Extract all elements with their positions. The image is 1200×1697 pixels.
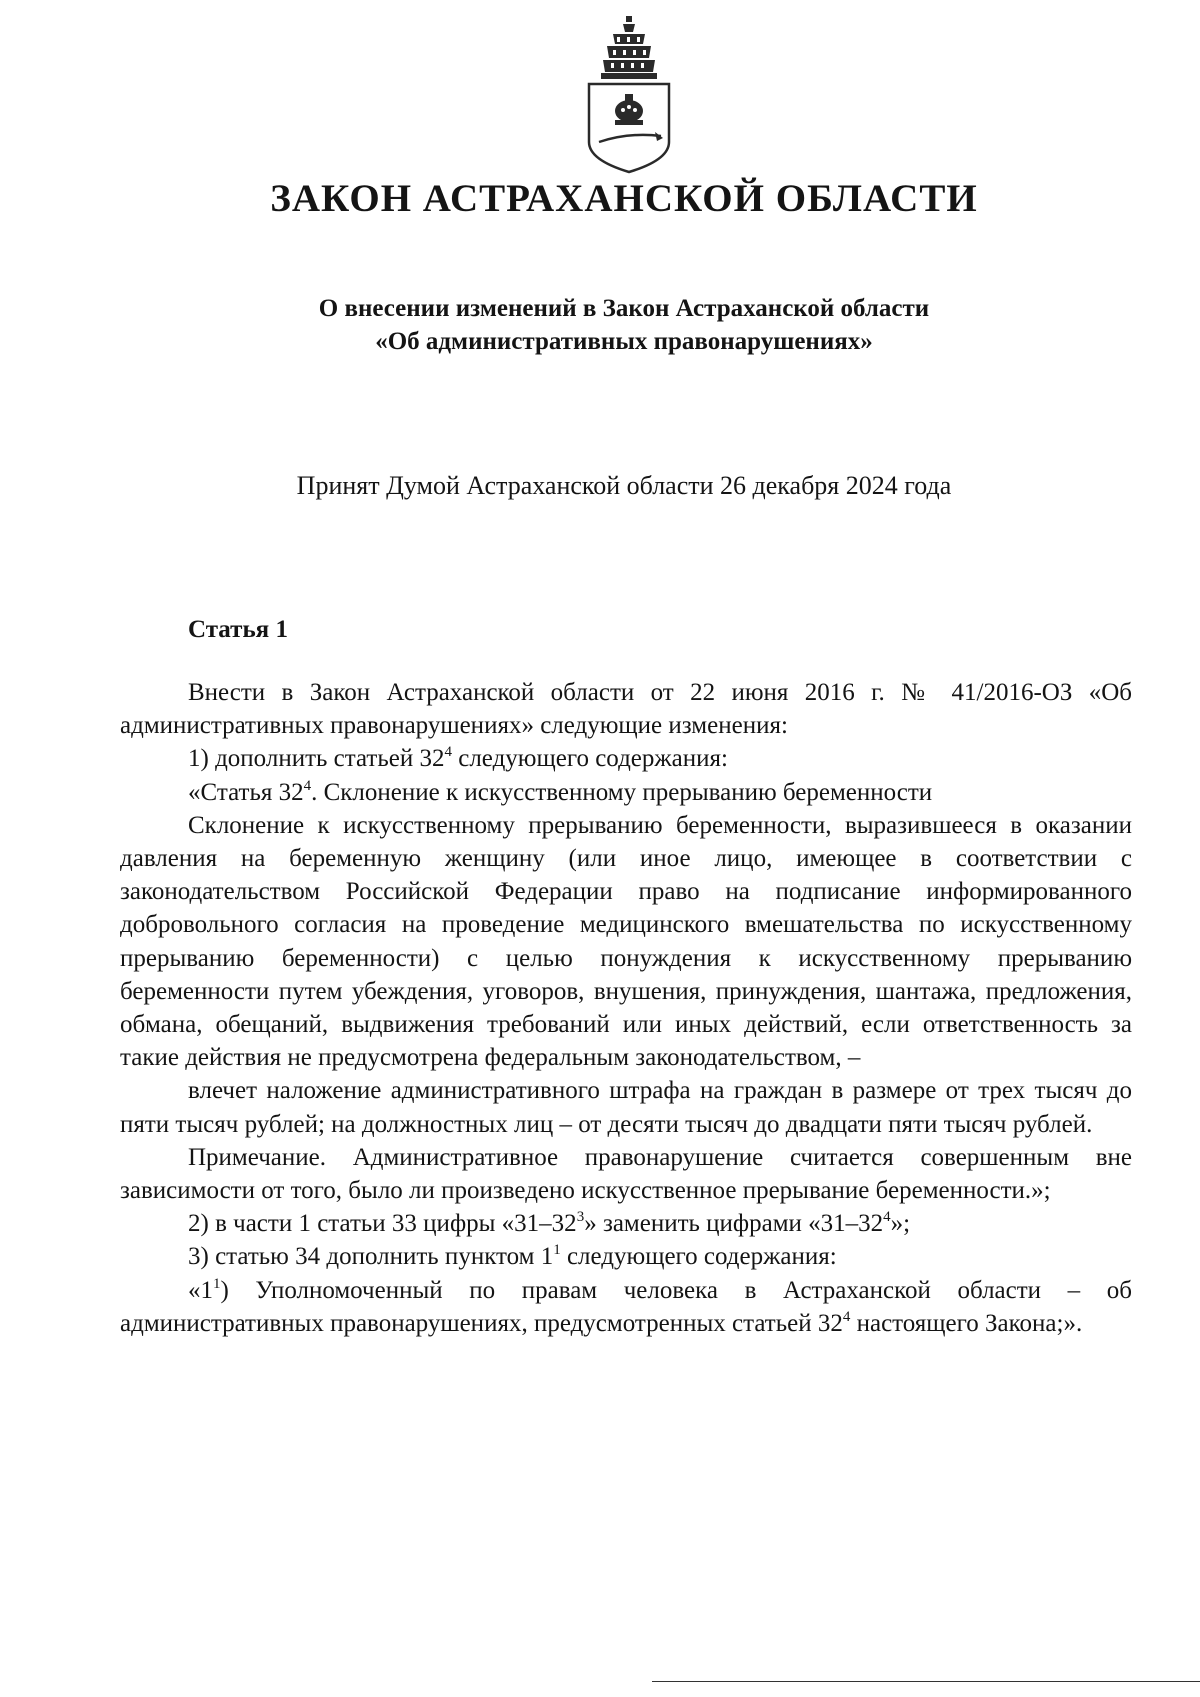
law-subtitle [0,292,1200,358]
text: следующего содержания: [451,745,728,773]
subtitle-line-1: О внесении изменений в Закон Астраханской области [318,295,930,322]
text: 2) в части 1 статьи 33 цифры «31–32 [188,1210,577,1238]
coat-of-arms-emblem [585,14,673,174]
superscript: 4 [842,1308,851,1325]
paragraph-item-3 [120,1240,1132,1273]
adoption-statement: Принят Думой Астраханской области 26 декабря 2024 года [296,471,952,500]
law-title: ЗАКОН АСТРАХАНСКОЙ ОБЛАСТИ [270,177,978,220]
text: » заменить цифрами «31–32 [584,1210,884,1238]
text: »; [890,1210,911,1238]
paragraph-item-1 [120,742,1132,775]
footer-divider [652,1681,1200,1682]
paragraph-sanction: влечет наложение административного штрафа на граждан в размере от трех тысяч до пяти тысяч рублей; на должностных лиц – от десяти тысяч до двадцати пяти тысяч рублей. [120,1077,1132,1138]
superscript: 1 [553,1242,561,1259]
paragraph-disposition: Склонение к искусственному прерыванию беременности, выразившееся в оказании давления на беременную женщину (или иное лицо, имеющее в соответствии с законодательством Российской Федерации право на подписание информированного добровольного согласия на проведение медицинского вмешательства по искусственному прерыванию беременности) с целью понуждения к искусственному прерыванию беременности путем убеждения, уговоров, внушения, принуждения, шантажа, предложения, обмана, обещаний, выдвижения требований или иных действий, если ответственность за такие действия не предусмотрена федеральным законодательством, – [120,811,1132,1072]
superscript: 4 [444,744,452,761]
superscript: 3 [576,1209,585,1226]
text: настоящего Закона;». [850,1309,1083,1337]
superscript: 1 [213,1275,221,1292]
text: «1 [188,1276,213,1304]
paragraph-article-title [120,776,1132,809]
paragraph-new-point [120,1274,1132,1340]
text: «Статья 32 [188,778,304,806]
superscript: 4 [883,1209,891,1226]
text: следующего содержания: [560,1243,837,1271]
paragraph-intro: Внести в Закон Астраханской области от 22 июня 2016 г. № 41/2016-ОЗ «Об административных правонарушениях» следующие изменения: [120,679,1132,740]
text: ) Уполномоченный по правам человека в Астраханской области – об административных правонарушениях, предусмотренных статьей 32 [120,1276,1132,1337]
paragraph-item-2 [120,1207,1132,1240]
subtitle-line-2: «Об административных правонарушениях» [375,328,873,355]
superscript: 4 [303,777,312,794]
article-heading: Статья 1 [188,616,288,643]
text: . Склонение к искусственному прерыванию беременности [311,778,933,806]
paragraph-note: Примечание. Административное правонарушение считается совершенным вне зависимости от того, было ли произведено искусственное прерывание беременности.»; [120,1143,1132,1205]
text: 3) статью 34 дополнить пунктом 1 [188,1243,554,1271]
text: 1) дополнить статьей 32 [188,745,445,773]
article-body [120,676,1132,1340]
